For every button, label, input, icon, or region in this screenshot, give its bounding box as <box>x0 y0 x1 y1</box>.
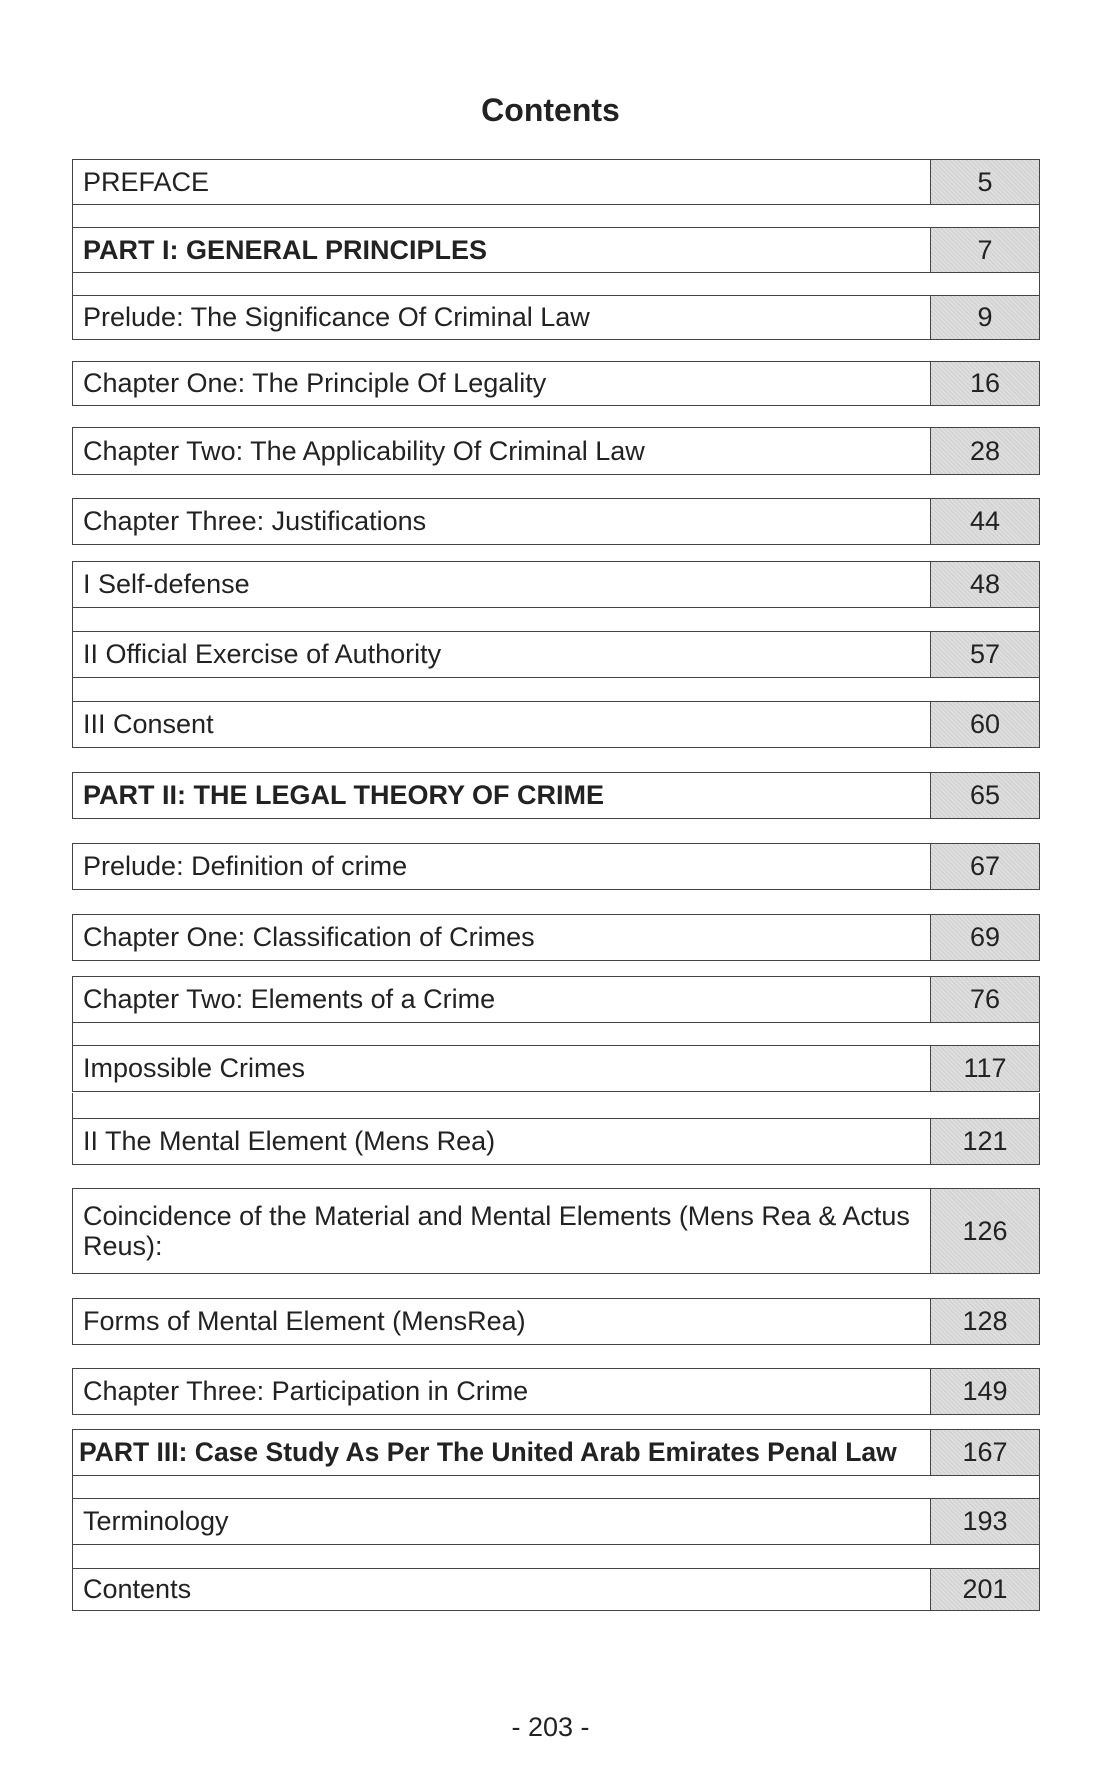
toc-entry-label: PART III: Case Study As Per The United Arab Emirates Penal Law <box>79 1436 897 1467</box>
toc-entry-page: 48 <box>930 562 1039 607</box>
toc-entry-chapter-three-participation[interactable] <box>72 1368 1040 1415</box>
toc-entry-self-defense[interactable] <box>72 561 1040 608</box>
toc-entry-official-authority[interactable] <box>72 631 1040 678</box>
toc-entry-label: Chapter Two: The Applicability Of Criminal Law <box>83 435 645 466</box>
toc-entry-prelude-1[interactable] <box>72 295 1040 340</box>
toc-entry-page: 9 <box>930 296 1039 339</box>
toc-entry-label: Prelude: Definition of crime <box>83 851 408 882</box>
row-connector <box>72 1093 1040 1120</box>
toc-entry-terminology[interactable] <box>72 1498 1040 1545</box>
toc-entry-contents[interactable] <box>72 1568 1040 1611</box>
toc-entry-page: 117 <box>930 1046 1039 1091</box>
toc-entry-page: 69 <box>930 915 1039 960</box>
toc-entry-page: 57 <box>930 632 1039 677</box>
row-connector <box>72 1021 1040 1047</box>
toc-entry-label: Coincidence of the Material and Mental Elements (Mens Rea & Actus Reus): <box>83 1200 910 1261</box>
page-title: Contents <box>481 92 620 128</box>
toc-entry-label: Contents <box>83 1574 192 1605</box>
toc-entry-page: 65 <box>930 773 1039 818</box>
row-connector <box>72 676 1040 703</box>
toc-entry-page: 121 <box>930 1119 1039 1164</box>
toc-entry-label: II The Mental Element (Mens Rea) <box>83 1126 496 1157</box>
toc-entry-consent[interactable] <box>72 701 1040 748</box>
toc-entry-chapter-two-applicability[interactable] <box>72 427 1040 475</box>
toc-entry-label: Chapter Two: Elements of a Crime <box>83 984 496 1015</box>
toc-entry-label: Chapter One: The Principle Of Legality <box>83 368 547 399</box>
toc-entry-page: 149 <box>930 1369 1039 1414</box>
toc-entry-page: 167 <box>930 1430 1039 1475</box>
toc-entry-label: Forms of Mental Element (MensRea) <box>83 1306 526 1337</box>
toc-entry-page: 126 <box>930 1189 1039 1273</box>
toc-entry-coincidence[interactable] <box>72 1188 1040 1274</box>
toc-entry-page: 67 <box>930 844 1039 889</box>
toc-entry-impossible-crimes[interactable] <box>72 1045 1040 1092</box>
toc-entry-part-2[interactable] <box>72 772 1040 819</box>
toc-entry-label: PREFACE <box>83 166 210 197</box>
toc-entry-label: II Official Exercise of Authority <box>83 639 442 670</box>
toc-entry-label: Impossible Crimes <box>83 1053 306 1084</box>
toc-entry-chapter-two-elements[interactable] <box>72 976 1040 1023</box>
toc-entry-page: 16 <box>930 362 1039 405</box>
toc-entry-label: Chapter One: Classification of Crimes <box>83 922 535 953</box>
toc-entry-page: 7 <box>930 228 1039 272</box>
page-number: - 203 - <box>511 1712 590 1742</box>
toc-entry-prelude-2[interactable] <box>72 843 1040 890</box>
toc-entry-label: PART II: THE LEGAL THEORY OF CRIME <box>83 780 605 811</box>
toc-entry-part-3[interactable] <box>72 1429 1040 1476</box>
toc-entry-mental-element[interactable] <box>72 1118 1040 1165</box>
toc-entry-label: Prelude: The Significance Of Criminal Law <box>83 302 590 333</box>
toc-entry-part-1[interactable] <box>72 227 1040 273</box>
toc-entry-page: 76 <box>930 977 1039 1022</box>
toc-entry-page: 128 <box>930 1299 1039 1344</box>
toc-entry-label: Terminology <box>83 1506 229 1537</box>
toc-entry-page: 5 <box>930 160 1039 204</box>
row-connector <box>72 1544 1040 1570</box>
toc-entry-chapter-one-classification[interactable] <box>72 914 1040 961</box>
row-connector <box>72 1474 1040 1500</box>
row-connector <box>72 271 1040 297</box>
toc-entry-label: Chapter Three: Participation in Crime <box>83 1376 529 1407</box>
toc-entry-page: 44 <box>930 499 1039 544</box>
row-connector <box>72 203 1040 229</box>
toc-entry-preface[interactable] <box>72 159 1040 205</box>
toc-entry-page: 193 <box>930 1499 1039 1544</box>
toc-entry-forms-mental-element[interactable] <box>72 1298 1040 1345</box>
toc-entry-page: 201 <box>930 1569 1039 1610</box>
toc-entry-chapter-three-justifications[interactable] <box>72 498 1040 545</box>
row-connector <box>72 606 1040 633</box>
toc-entry-chapter-one-legality[interactable] <box>72 361 1040 406</box>
toc-entry-label: I Self-defense <box>83 569 250 600</box>
toc-entry-label: PART I: GENERAL PRINCIPLES <box>83 234 488 265</box>
toc-entry-label: Chapter Three: Justifications <box>83 506 427 537</box>
toc-entry-page: 60 <box>930 702 1039 747</box>
toc-entry-page: 28 <box>930 428 1039 474</box>
toc-entry-label: III Consent <box>83 709 214 740</box>
